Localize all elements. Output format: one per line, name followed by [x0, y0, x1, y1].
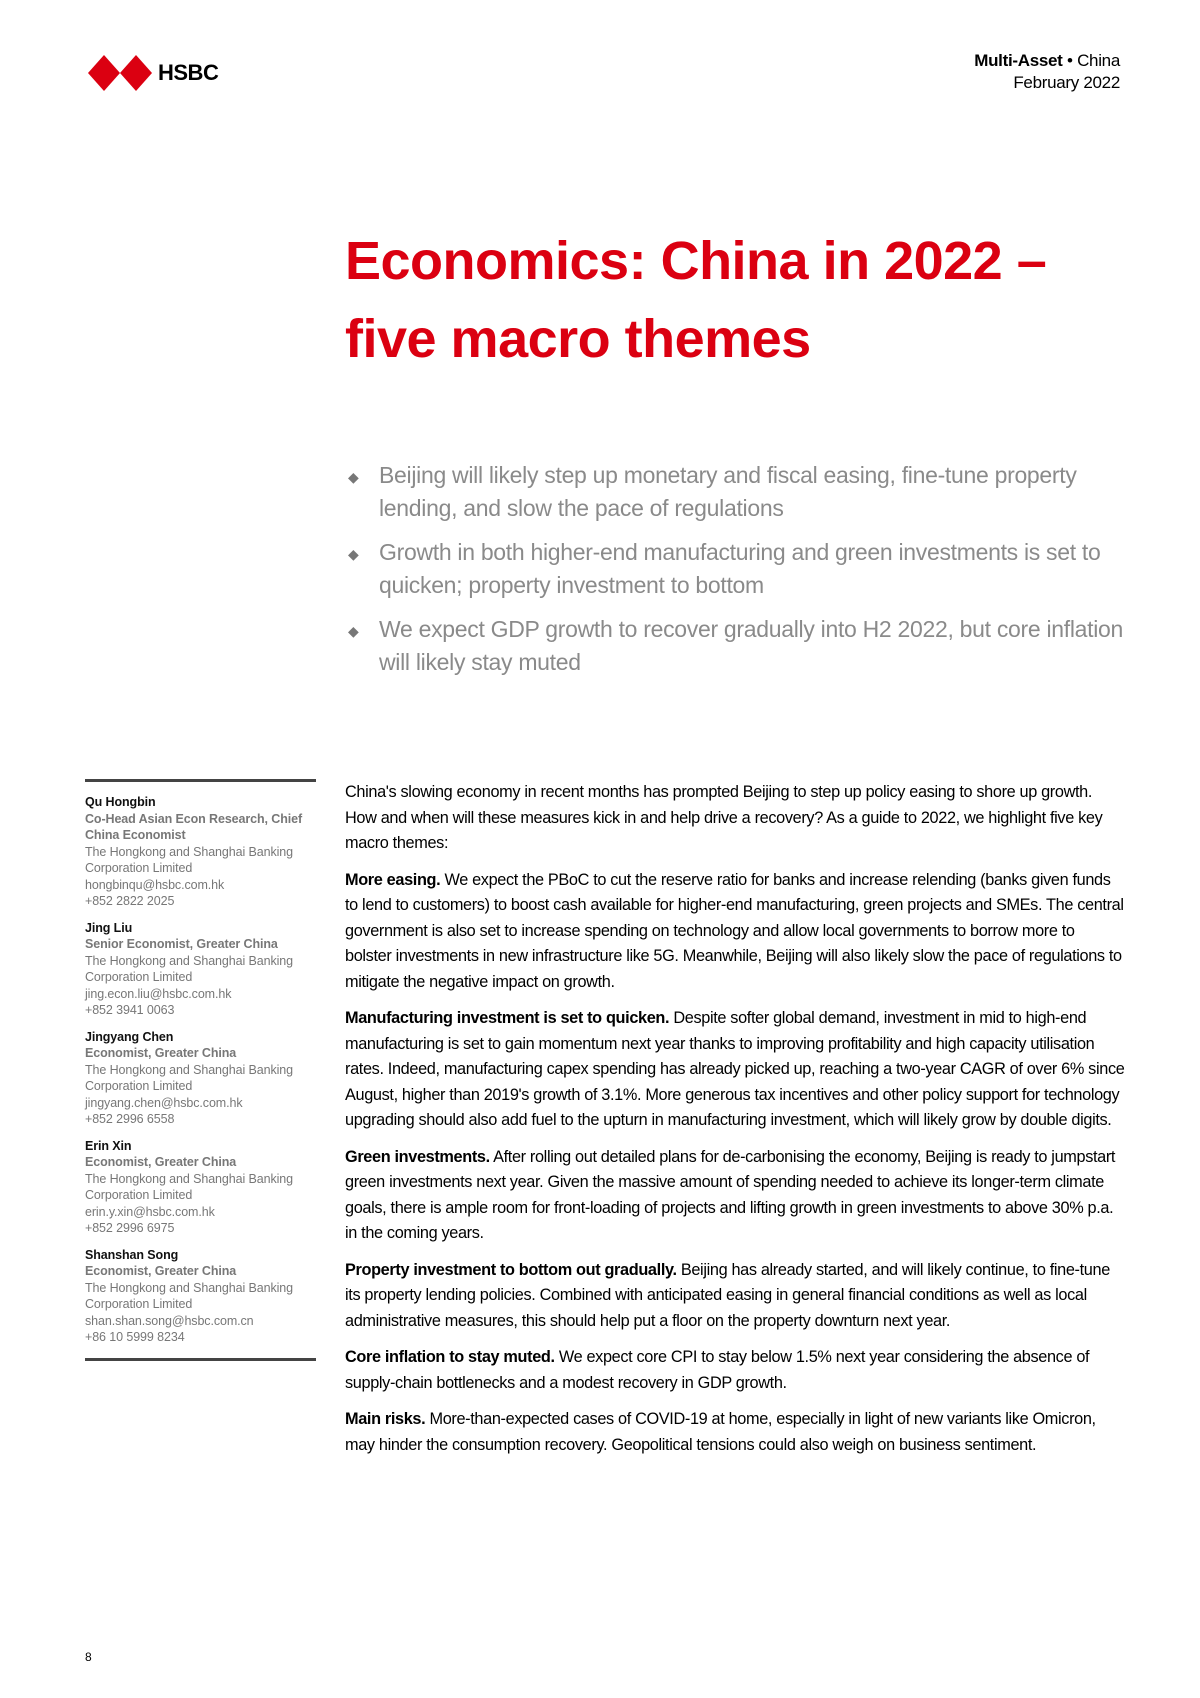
section-label: Multi-Asset — [974, 51, 1063, 70]
theme-paragraph — [345, 1258, 1125, 1335]
title-line-2: five macro themes — [345, 309, 811, 369]
author-role: Economist, Greater China — [85, 1046, 237, 1060]
author-card — [85, 1138, 316, 1237]
paragraph-text: After rolling out detailed plans for de-carbonising the economy, Beijing is ready to jumpstart green investments next year. Given the massive amount of spending needed to achieve its longer-term climate goals, there is ample room for front-loading of projects and lifting growth in green investments to above 30% p.a. in the coming years. — [345, 1147, 1116, 1242]
author-name: Erin Xin — [85, 1138, 132, 1153]
page-number: 8 — [85, 1650, 92, 1664]
paragraph-text: Despite softer global demand, investment in mid to high-end manufacturing is set to gain momentum next year thanks to improving profitability and high capacity utilisation rates. Indeed, manufacturing capex spending has already picked up, reaching a two-year CAGR of over 6% since August, higher than 2019's growth of 3.1%. More generous tax incentives and other policy support for technology upgrading should also add fuel to the upturn in manufacturing investment, which will likely grow by double digits. — [345, 1009, 1125, 1129]
region-label: China — [1077, 51, 1120, 70]
intro-paragraph: China's slowing economy in recent months has prompted Beijing to step up policy easing to shore up growth. How and when will these measures kick in and help drive a recovery? As a guide to 2022, we highlight five key macro themes: — [345, 783, 1103, 852]
theme-paragraph — [345, 1145, 1125, 1247]
author-card — [85, 1029, 316, 1128]
diamond-bullet-icon: ◆ — [348, 469, 359, 485]
author-org: The Hongkong and Shanghai Banking Corporation Limited — [85, 1280, 293, 1311]
article-body — [345, 780, 1125, 1469]
author-phone: +86 10 5999 8234 — [85, 1330, 185, 1344]
key-point — [345, 613, 1125, 679]
author-email[interactable]: jing.econ.liu@hsbc.com.hk — [85, 986, 232, 1001]
risks-paragraph — [345, 1407, 1125, 1458]
key-point — [345, 536, 1125, 602]
author-name: Jing Liu — [85, 920, 133, 935]
author-org: The Hongkong and Shanghai Banking Corporation Limited — [85, 844, 293, 875]
author-role: Senior Economist, Greater China — [85, 937, 278, 951]
paragraph-lead: Green investments. — [345, 1147, 490, 1166]
author-org: The Hongkong and Shanghai Banking Corporation Limited — [85, 1062, 293, 1093]
key-point-text: Growth in both higher-end manufacturing and green investments is set to quicken; property investment to bottom — [379, 539, 1101, 598]
paragraph-text: Beijing has already started, and will likely continue, to fine-tune its property lending policies. Combined with anticipated easing in general financial conditions as well as local administrative measures, this should help put a floor on the property downturn next year. — [345, 1260, 1110, 1330]
separator: • — [1066, 51, 1073, 70]
report-header — [974, 50, 1120, 94]
report-date: February 2022 — [1013, 73, 1120, 92]
author-role: Co-Head Asian Econ Research, Chief China Economist — [85, 811, 303, 842]
hsbc-hexagon-icon — [88, 55, 152, 91]
brand-name: HSBC — [158, 60, 219, 85]
key-point-text: We expect GDP growth to recover gradually into H2 2022, but core inflation will likely stay muted — [379, 616, 1124, 675]
paragraph-lead: Core inflation to stay muted. — [345, 1348, 555, 1366]
title-line-1: Economics: China in 2022 – — [345, 231, 1047, 291]
author-phone: +852 2822 2025 — [85, 894, 175, 908]
author-role: Economist, Greater China — [85, 1264, 237, 1278]
author-email[interactable]: shan.shan.song@hsbc.com.cn — [85, 1313, 254, 1328]
author-name: Shanshan Song — [85, 1247, 179, 1262]
author-card — [85, 1247, 316, 1346]
paragraph-text: We expect core CPI to stay below 1.5% next year considering the absence of supply-chain bottlenecks and a modest recovery in GDP growth. — [345, 1348, 1090, 1392]
diamond-bullet-icon: ◆ — [348, 623, 359, 639]
author-card — [85, 920, 316, 1019]
paragraph-lead: Main risks. — [345, 1410, 426, 1428]
author-org: The Hongkong and Shanghai Banking Corporation Limited — [85, 953, 293, 984]
author-phone: +852 3941 0063 — [85, 1003, 175, 1017]
paragraph-text: We expect the PBoC to cut the reserve ratio for banks and increase relending (banks given funds to lend to customers) to boost cash available for higher-end manufacturing, green projects and SMEs. The central government is also set to increase spending on technology and allow local governments to borrow more to bolster investments in new infrastructure like 5G. Meanwhile, Beijing will also likely slow the pace of regulations to mitigate the negative impact on growth. — [345, 870, 1124, 991]
author-name: Qu Hongbin — [85, 795, 156, 809]
diamond-bullet-icon: ◆ — [348, 546, 359, 562]
theme-paragraph — [345, 1345, 1125, 1396]
sidebar-divider — [85, 1358, 316, 1361]
key-points-list — [345, 459, 1125, 690]
paragraph-lead: Property investment to bottom out gradually. — [345, 1260, 677, 1279]
theme-paragraph — [345, 1006, 1125, 1134]
authors-sidebar — [85, 779, 316, 1361]
author-name: Jingyang Chen — [85, 1029, 174, 1044]
author-phone: +852 2996 6558 — [85, 1112, 175, 1126]
theme-paragraph — [345, 868, 1125, 996]
author-phone: +852 2996 6975 — [85, 1221, 175, 1235]
author-org: The Hongkong and Shanghai Banking Corporation Limited — [85, 1171, 293, 1202]
paragraph-lead: More easing. — [345, 870, 441, 889]
paragraph-lead: Manufacturing investment is set to quicken. — [345, 1009, 670, 1027]
author-role: Economist, Greater China — [85, 1155, 237, 1169]
hsbc-logo — [88, 55, 218, 91]
author-email[interactable]: erin.y.xin@hsbc.com.hk — [85, 1204, 215, 1219]
author-email[interactable]: hongbinqu@hsbc.com.hk — [85, 877, 225, 892]
paragraph-text: More-than-expected cases of COVID-19 at home, especially in light of new variants like Omicron, may hinder the consumption recovery. Geopolitical tensions could also weigh on business sentiment. — [345, 1410, 1096, 1454]
author-card — [85, 794, 316, 910]
author-email[interactable]: jingyang.chen@hsbc.com.hk — [85, 1095, 243, 1110]
key-point-text: Beijing will likely step up monetary and fiscal easing, fine-tune property lending, and slow the pace of regulations — [379, 462, 1077, 521]
page-title — [345, 222, 1145, 378]
key-point — [345, 459, 1125, 525]
